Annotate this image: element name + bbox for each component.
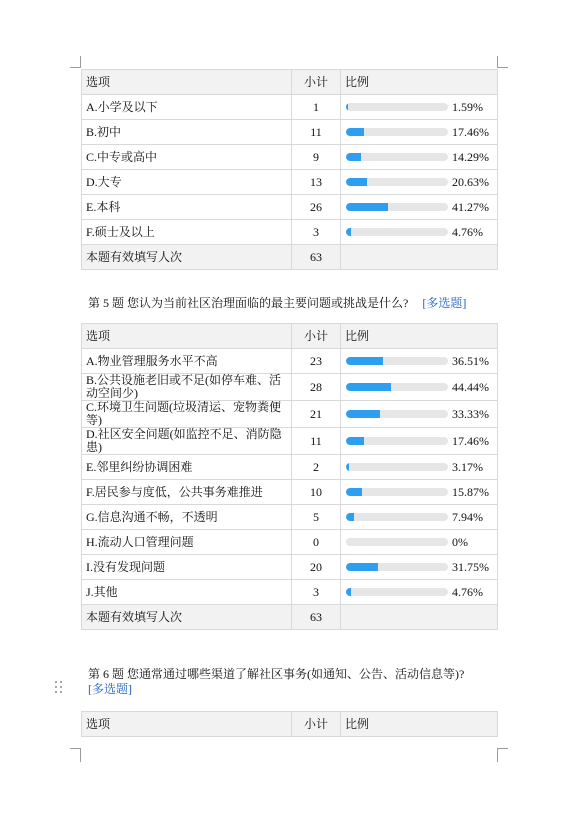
ratio-percent: 20.63% — [452, 174, 489, 189]
ratio-percent: 15.87% — [452, 484, 489, 499]
ratio-bar-fill — [346, 488, 362, 496]
table-row — [82, 428, 498, 455]
crop-mark-bottom-left-v — [80, 748, 81, 762]
option-label: E.本科 — [82, 195, 292, 220]
table-row — [82, 505, 498, 530]
option-column-header: 选项 — [82, 70, 292, 95]
option-count: 1 — [292, 95, 341, 120]
table-header-row — [82, 712, 498, 737]
table-header-row — [82, 70, 498, 95]
table-header-row — [82, 324, 498, 349]
option-label: B.初中 — [82, 120, 292, 145]
option-count: 3 — [292, 580, 341, 605]
table-row — [82, 120, 498, 145]
total-row — [82, 605, 498, 630]
ratio-bar-track — [346, 463, 448, 471]
total-empty-cell — [341, 245, 498, 270]
option-count: 26 — [292, 195, 341, 220]
governance-problems-table — [81, 323, 498, 630]
ratio-percent: 33.33% — [452, 406, 489, 421]
table-row — [82, 95, 498, 120]
ratio-bar-track — [346, 228, 448, 236]
ratio-percent: 17.46% — [452, 124, 489, 139]
ratio-bar-track — [346, 153, 448, 161]
option-label: B.公共设施老旧或不足(如停车难、活动空间少) — [82, 374, 292, 401]
option-label: D.社区安全问题(如监控不足、消防隐患) — [82, 428, 292, 455]
ratio-bar-fill — [346, 153, 361, 161]
option-ratio — [341, 120, 498, 145]
total-label: 本题有效填写人次 — [82, 245, 292, 270]
ratio-bar-fill — [346, 410, 380, 418]
ratio-bar-fill — [346, 357, 383, 365]
ratio-percent: 17.46% — [452, 433, 489, 448]
option-label: I.没有发现问题 — [82, 555, 292, 580]
table-row — [82, 374, 498, 401]
drag-handle-icon[interactable] — [54, 681, 64, 695]
option-ratio — [341, 580, 498, 605]
question-6-multi-select-tag[interactable]: [多选题] — [88, 682, 132, 696]
option-label: C.环境卫生问题(垃圾清运、宠物粪便等) — [82, 401, 292, 428]
option-label: A.物业管理服务水平不高 — [82, 349, 292, 374]
table-row — [82, 480, 498, 505]
table-row — [82, 401, 498, 428]
ratio-bar-fill — [346, 228, 351, 236]
ratio-bar-track — [346, 203, 448, 211]
ratio-bar-track — [346, 437, 448, 445]
option-ratio — [341, 480, 498, 505]
table-row — [82, 195, 498, 220]
table-row — [82, 145, 498, 170]
option-count: 23 — [292, 349, 341, 374]
table-row — [82, 220, 498, 245]
table-body — [82, 95, 498, 270]
total-row — [82, 245, 498, 270]
education-results-table — [81, 69, 498, 270]
option-ratio — [341, 95, 498, 120]
ratio-bar-track — [346, 178, 448, 186]
ratio-bar-fill — [346, 203, 388, 211]
option-column-header: 选项 — [82, 324, 292, 349]
option-label: E.邻里纠纷协调困难 — [82, 455, 292, 480]
ratio-bar-track — [346, 538, 448, 546]
total-count: 63 — [292, 245, 341, 270]
option-ratio — [341, 428, 498, 455]
table-row — [82, 170, 498, 195]
ratio-percent: 1.59% — [452, 99, 483, 114]
option-label: A.小学及以下 — [82, 95, 292, 120]
option-ratio — [341, 374, 498, 401]
option-label: J.其他 — [82, 580, 292, 605]
table-row — [82, 349, 498, 374]
table-row — [82, 555, 498, 580]
option-count: 11 — [292, 120, 341, 145]
crop-mark-top-right-v — [497, 56, 498, 68]
question-5-text: 第 5 题 您认为当前社区治理面临的最主要问题或挑战是什么? — [88, 296, 409, 310]
option-count: 5 — [292, 505, 341, 530]
option-ratio — [341, 555, 498, 580]
option-ratio — [341, 455, 498, 480]
question-5-title — [88, 296, 466, 311]
ratio-bar-track — [346, 128, 448, 136]
option-label: F.硕士及以上 — [82, 220, 292, 245]
total-count: 63 — [292, 605, 341, 630]
option-count: 2 — [292, 455, 341, 480]
ratio-bar-fill — [346, 437, 364, 445]
ratio-percent: 3.17% — [452, 459, 483, 474]
option-ratio — [341, 170, 498, 195]
table-row — [82, 580, 498, 605]
ratio-bar-fill — [346, 383, 391, 391]
info-channels-table — [81, 711, 498, 737]
ratio-bar-track — [346, 410, 448, 418]
table-body — [82, 349, 498, 630]
option-column-header: 选项 — [82, 712, 292, 737]
ratio-bar-track — [346, 488, 448, 496]
table-row — [82, 530, 498, 555]
crop-mark-top-left-v — [80, 56, 81, 68]
option-label: H.流动人口管理问题 — [82, 530, 292, 555]
option-count: 9 — [292, 145, 341, 170]
option-label: C.中专或高中 — [82, 145, 292, 170]
option-label: F.居民参与度低，公共事务难推进 — [82, 480, 292, 505]
ratio-percent: 41.27% — [452, 199, 489, 214]
ratio-bar-fill — [346, 588, 351, 596]
ratio-bar-fill — [346, 563, 378, 571]
ratio-bar-fill — [346, 128, 364, 136]
option-label: G.信息沟通不畅，不透明 — [82, 505, 292, 530]
ratio-percent: 36.51% — [452, 353, 489, 368]
option-count: 28 — [292, 374, 341, 401]
option-ratio — [341, 530, 498, 555]
crop-mark-bottom-right-h — [497, 748, 508, 749]
option-ratio — [341, 220, 498, 245]
question-6-title — [88, 667, 464, 697]
ratio-column-header: 比例 — [341, 70, 498, 95]
ratio-bar-track — [346, 588, 448, 596]
option-ratio — [341, 349, 498, 374]
option-count: 3 — [292, 220, 341, 245]
ratio-column-header: 比例 — [341, 712, 498, 737]
option-count: 10 — [292, 480, 341, 505]
ratio-bar-track — [346, 103, 448, 111]
crop-mark-bottom-right-v — [497, 748, 498, 762]
option-ratio — [341, 145, 498, 170]
ratio-bar-track — [346, 563, 448, 571]
ratio-bar-track — [346, 357, 448, 365]
option-count: 11 — [292, 428, 341, 455]
ratio-bar-fill — [346, 103, 348, 111]
option-count: 20 — [292, 555, 341, 580]
ratio-percent: 7.94% — [452, 509, 483, 524]
ratio-percent: 4.76% — [452, 224, 483, 239]
option-ratio — [341, 195, 498, 220]
ratio-bar-track — [346, 383, 448, 391]
ratio-percent: 4.76% — [452, 584, 483, 599]
option-ratio — [341, 505, 498, 530]
table-row — [82, 455, 498, 480]
option-count: 21 — [292, 401, 341, 428]
ratio-column-header: 比例 — [341, 324, 498, 349]
total-label: 本题有效填写人次 — [82, 605, 292, 630]
question-5-multi-select-tag[interactable]: [多选题] — [422, 296, 467, 310]
option-ratio — [341, 401, 498, 428]
option-label: D.大专 — [82, 170, 292, 195]
count-column-header: 小计 — [292, 70, 341, 95]
crop-mark-top-right-h — [497, 67, 508, 68]
count-column-header: 小计 — [292, 712, 341, 737]
ratio-bar-fill — [346, 463, 349, 471]
option-count: 13 — [292, 170, 341, 195]
ratio-percent: 14.29% — [452, 149, 489, 164]
count-column-header: 小计 — [292, 324, 341, 349]
ratio-percent: 0% — [452, 534, 468, 549]
total-empty-cell — [341, 605, 498, 630]
option-count: 0 — [292, 530, 341, 555]
question-6-text: 第 6 题 您通常通过哪些渠道了解社区事务(如通知、公告、活动信息等)? — [88, 667, 465, 681]
ratio-bar-fill — [346, 513, 354, 521]
ratio-bar-track — [346, 513, 448, 521]
ratio-percent: 44.44% — [452, 379, 489, 394]
ratio-bar-fill — [346, 178, 367, 186]
ratio-percent: 31.75% — [452, 559, 489, 574]
